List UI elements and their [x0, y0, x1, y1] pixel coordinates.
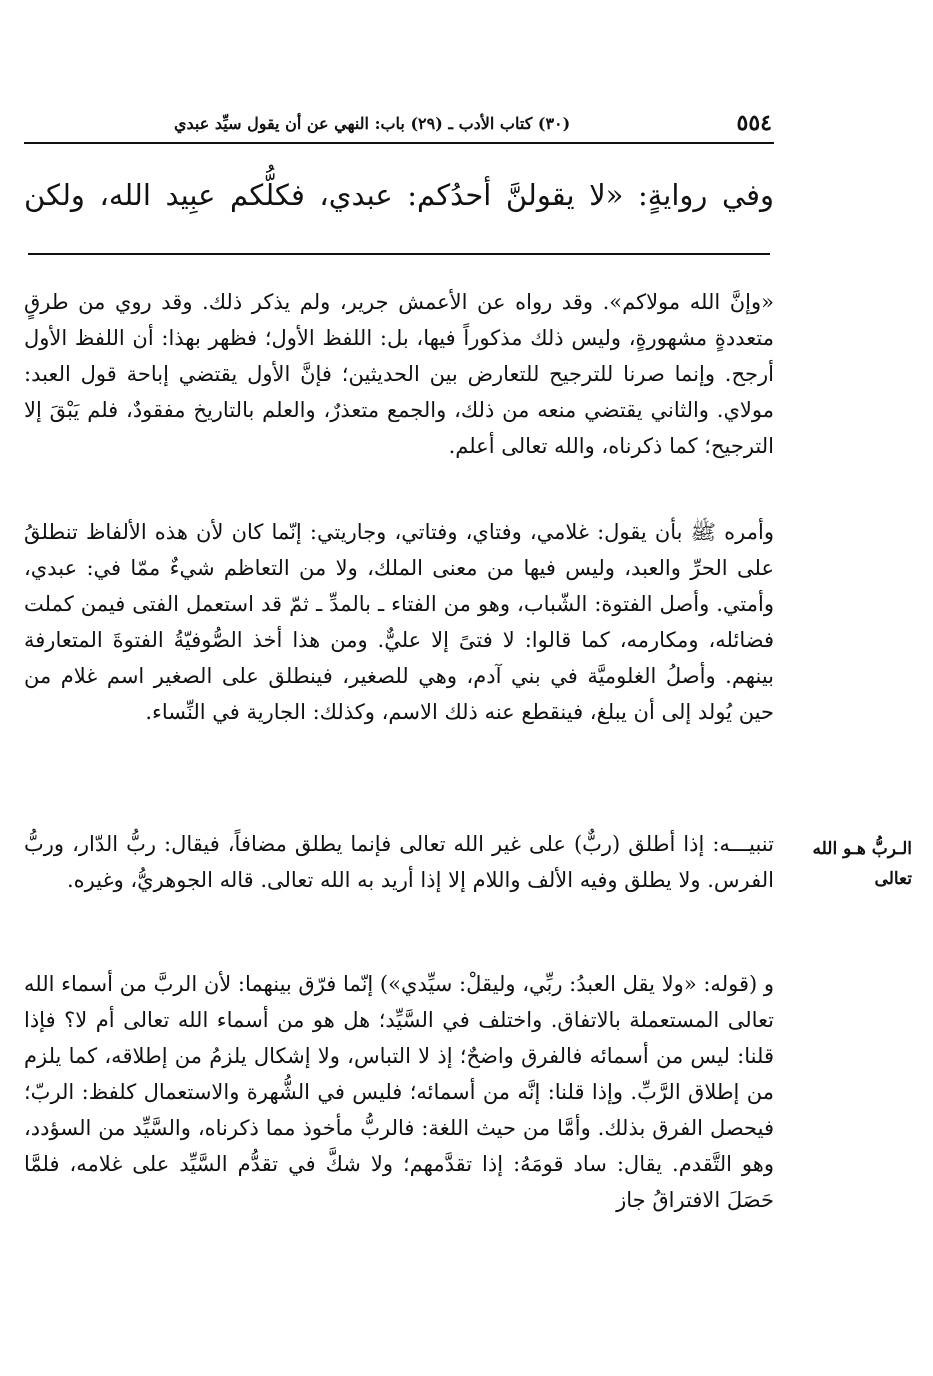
margin-heading: الـربُّ هـو الله تعالى — [812, 839, 912, 889]
running-title: (٣٠) كتاب الأدب ـ (٢٩) باب: النهي عن أن يقول سيِّد عبدي — [174, 114, 571, 133]
commentary-paragraph-1: «وإنَّ الله مولاكم». وقد رواه عن الأعمش جرير، ولم يذكر ذلك. وقد روي من طرقٍ متعددةٍ مشهورةٍ، وليس ذلك مذكوراً فيها، بل: اللفظ الأول؛ فظهر بهذا: أن اللفظ الأول أرجح. وإنما صرنا للترجيح للتعارض بين الحديثين؛ فإنَّ الأول يقتضي إباحة قول العبد: مولاي. والثاني يقتضي منعه من ذلك، والجمع متعذرٌ، والعلم بالتاريخ مفقودٌ، فلم يَبْقَ إلا الترجيح؛ كما ذكرناه، والله تعالى أعلم. — [24, 290, 774, 458]
commentary-paragraph-note: تنبيـــه: إذا أطلق (ربٌّ) على غير الله تعالى فإنما يطلق مضافاً، فيقال: ربُّ الدّار، وربُّ الفرس. ولا يطلق وفيه الألف واللام إلا إذا أريد به الله تعالى. قاله الجوهريُّ، وغيره. — [24, 832, 774, 892]
commentary-paragraph-4: و (قوله: «ولا يقل العبدُ: ربِّي، وليقلْ: سيِّدي») إنّما فرّق بينهما: لأن الربَّ من أسماء الله تعالى المستعملة بالاتفاق. واختلف في السَّيِّد؛ هل هو من أسماء الله تعالى أم لا؟ فإذا قلنا: ليس من أسمائه فالفرق واضحٌ؛ إذ لا التباس، ولا إشكال يلزمُ من إطلاقه، كما يلزم من إطلاق الرَّبِّ. وإذا قلنا: إنَّه من أسمائه؛ فليس في الشُّهرة والاستعمال كلفظ: الربّ؛ فيحصل الفرق بذلك. وأمَّا من حيث اللغة: فالربُّ مأخوذ مما ذكرناه، والسَّيِّد من السؤدد، وهو التَّقدم. يقال: ساد قومَهُ: إذا تقدَّمهم؛ ولا شكَّ في تقدُّم السَّيِّد على غلامه، فلمَّا حَصَلَ الافتراقُ جاز — [24, 972, 774, 1212]
hadith-text-line: وفي روايةٍ: «لا يقولنَّ أحدُكم: عبدي، فكلُّكم عبِيد الله، ولكن — [24, 178, 774, 212]
section-divider-rule — [28, 253, 770, 255]
page-header — [24, 108, 774, 138]
commentary-paragraph-2: وأمره ﷺ بأن يقول: غلامي، وفتاي، وفتاتي، وجاريتي: إنّما كان لأن هذه الألفاظ تنطلقُ على الحرِّ والعبد، وليس فيها من معنى الملك، ولا من التعاظم شيءٌ ممّا في: عبدي، وأمتي. وأصل الفتوة: الشّباب، وهو من الفتاء ـ بالمدِّ ـ ثمّ قد استعمل الفتى فيمن كملت فضائله، ومكارمه، كما قالوا: لا فتىً إلا عليٌّ. ومن هذا أخذ الصُّوفيّةُ الفتوةَ المتعارفة بينهم. وأصلُ الغلوميَّة في بني آدم، وهي للصغير، فينطلق على الصغير اسم غلام من حين يُولد إلى أن يبلغ، فينقطع عنه ذلك الاسم، وكذلك: الجارية في النِّساء. — [24, 520, 774, 724]
header-rule — [24, 142, 774, 144]
page-number: ٥٥٤ — [736, 110, 772, 136]
